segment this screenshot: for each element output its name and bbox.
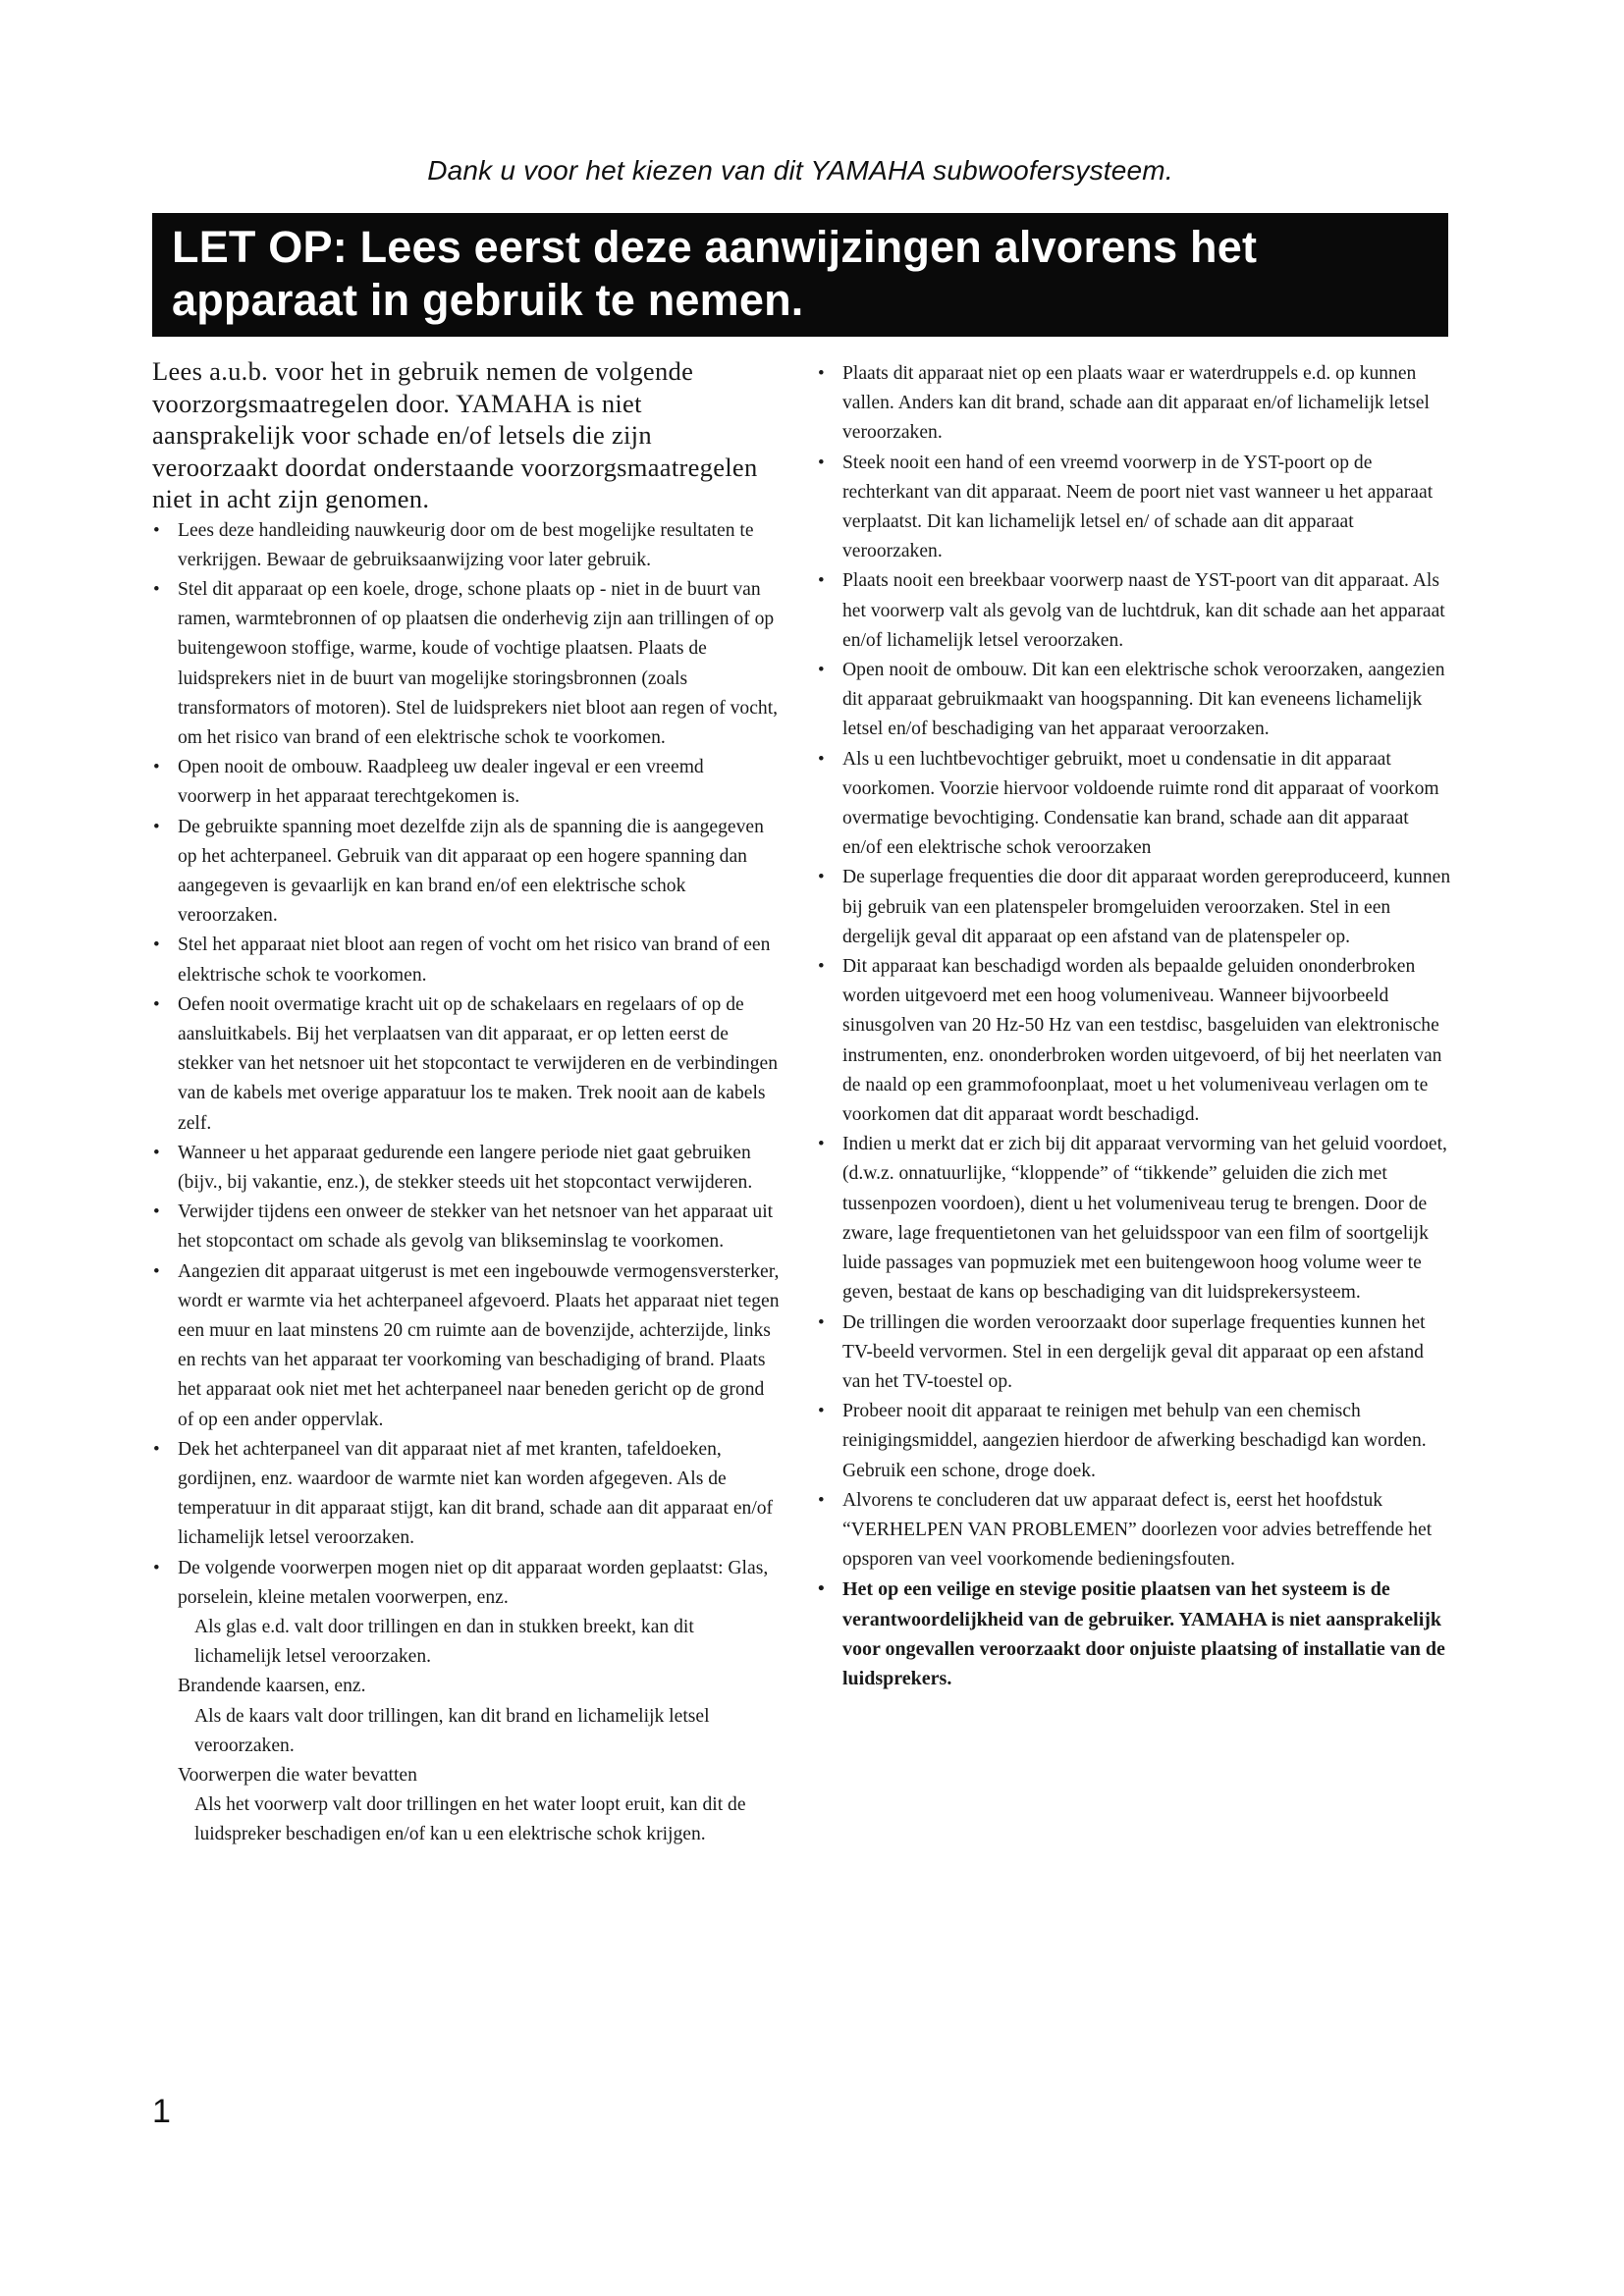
- list-item: • Probeer nooit dit apparaat te reinigen met behulp van een chemisch reinigingsmiddel, aangezien hierdoor de afwerking beschadigd kan worden. Gebruik een schone, droge doek.: [817, 1397, 1451, 1486]
- page-number: 1: [152, 2093, 171, 2130]
- list-item: • Alvorens te concluderen dat uw apparaat defect is, eerst het hoofdstuk “VERHELPEN VAN PROBLEMEN” doorlezen voor advies betreffende het opsporen van veel voorkomende bedieningsfouten.: [817, 1486, 1451, 1575]
- sub-item-candles-heading: Brandende kaarsen, enz.: [178, 1676, 366, 1697]
- list-item: • Plaats dit apparaat niet op een plaats waar er waterdruppels e.d. op kunnen vallen. Anders kan dit brand, schade aan dit apparaat en/of lichamelijk letsel veroorzaken.: [817, 359, 1451, 449]
- list-item: • Steek nooit een hand of een vreemd voorwerp in de YST-poort op de rechterkant van dit apparaat. Neem de poort niet vast wanneer u het apparaat verplaatst. Dit kan lichamelijk letsel en/ of schade aan dit apparaat veroorzaken.: [817, 449, 1451, 567]
- sub-item-candles-text: Als de kaars valt door trillingen, kan dit brand en lichamelijk letsel veroorzaken.: [194, 1705, 710, 1756]
- list-item: • Dek het achterpaneel van dit apparaat niet af met kranten, tafeldoeken, gordijnen, enz. waardoor de warmte niet kan worden afgegeven. Als de temperatuur in dit apparaat stijgt, kan dit brand, schade aan dit apparaat en/of lichamelijk letsel veroorzaken.: [152, 1435, 781, 1554]
- sub-item-water-text: Als het voorwerp valt door trillingen en het water loopt eruit, kan dit de luidspreker beschadigen en/of kan u een elektrische schok krijgen.: [194, 1794, 746, 1845]
- list-item: • Indien u merkt dat er zich bij dit apparaat vervorming van het geluid voordoet, (d.w.z. onnatuurlijke, “kloppende” of “tikkende” geluiden die zich met tussenpozen voordoen), dient u het volumeniveau terug te brengen. Door de zware, lage frequentietonen van het geluidsspoor van een film of soortgelijk luide passages van popmuziek met een buitengewoon hoog volume weer te geven, bestaat de kans op beschadiging van dit luidsprekersysteem.: [817, 1130, 1451, 1308]
- list-item: • Dit apparaat kan beschadigd worden als bepaalde geluiden ononderbroken worden uitgevoerd met een hoog volumeniveau. Wanneer bijvoorbeeld sinusgolven van 20 Hz-50 Hz van een testdisc, basgeluiden van elektronische instrumenten, enz. ononderbroken worden uitgevoerd, of bij het neerlaten van de naald op een grammofoonplaat, moet u het volumeniveau verlagen om te voorkomen dat dit apparaat wordt beschadigd.: [817, 952, 1451, 1130]
- intro-paragraph: Lees a.u.b. voor het in gebruik nemen de volgende voorzorgsmaatregelen door. YAMAHA is niet aansprakelijk voor schade en/of letsels die zijn veroorzaakt doordat onderstaande voorzorgsmaatregelen niet in acht zijn genomen.: [152, 356, 758, 513]
- right-column: [817, 359, 1451, 1693]
- list-item: • De gebruikte spanning moet dezelfde zijn als de spanning die is aangegeven op het achterpaneel. Gebruik van dit apparaat op een hogere spanning dan aangegeven is gevaarlijk en kan brand en/of een elektrische schok veroorzaken.: [152, 813, 781, 932]
- list-item: • Oefen nooit overmatige kracht uit op de schakelaars en regelaars of op de aansluitkabels. Bij het verplaatsen van dit apparaat, er op letten eerst de stekker van het netsnoer uit het stopcontact te verwijderen en de verbindingen van de kabels met overige apparatuur los te maken. Trek nooit aan de kabels zelf.: [152, 990, 781, 1139]
- banner-title-line2: apparaat in gebruik te nemen.: [172, 275, 804, 325]
- list-item: • Aangezien dit apparaat uitgerust is met een ingebouwde vermogensversterker, wordt er warmte via het achterpaneel afgevoerd. Plaats het apparaat niet tegen een muur en laat minstens 20 cm ruimte aan de bovenzijde, achterzijde, links en rechts van het apparaat ter voorkoming van beschadiging of brand. Plaats het apparaat ook niet met het achterpaneel naar beneden gericht op de grond of op een ander oppervlak.: [152, 1257, 781, 1435]
- list-item: • Stel dit apparaat op een koele, droge, schone plaats op - niet in de buurt van ramen, warmtebronnen of op plaatsen die onderhevig zijn aan trillingen of op buitengewoon stoffige, warme, koude of vochtige plaatsen. Plaats de luidsprekers niet in de buurt van mogelijke storingsbronnen (zoals transformators of motoren). Stel de luidsprekers niet bloot aan regen of vocht, om het risico van brand of een elektrische schok te voorkomen.: [152, 575, 781, 753]
- list-item: • Wanneer u het apparaat gedurende een langere periode niet gaat gebruiken (bijv., bij vakantie, enz.), de stekker steeds uit het stopcontact verwijderen.: [152, 1139, 781, 1198]
- left-column: [152, 355, 781, 1850]
- banner-title: [172, 221, 1431, 327]
- right-precaution-list: [817, 359, 1451, 1693]
- list-item: • Open nooit de ombouw. Raadpleeg uw dealer ingeval er een vreemd voorwerp in het apparaat terechtgekomen is.: [152, 753, 781, 812]
- thanks-line: Dank u voor het kiezen van dit YAMAHA subwoofersysteem.: [427, 155, 1173, 186]
- warning-banner: [152, 213, 1448, 337]
- left-precaution-list: [152, 516, 781, 1614]
- list-item: • Lees deze handleiding nauwkeurig door om de best mogelijke resultaten te verkrijgen. Bewaar de gebruiksaanwijzing voor later gebruik.: [152, 516, 781, 575]
- banner-title-line1: LET OP: Lees eerst deze aanwijzingen alvorens het: [172, 222, 1258, 272]
- list-item: • Als u een luchtbevochtiger gebruikt, moet u condensatie in dit apparaat voorkomen. Voorzie hiervoor voldoende ruimte rond dit apparaat of voorkom overmatige bevochtiging. Condensatie kan brand, schade aan dit apparaat en/of een elektrische schok veroorzaken: [817, 745, 1451, 864]
- list-item: • De volgende voorwerpen mogen niet op dit apparaat worden geplaatst: Glas, porselein, kleine metalen voorwerpen, enz.: [152, 1554, 781, 1613]
- list-item: • Stel het apparaat niet bloot aan regen of vocht om het risico van brand of een elektrische schok te voorkomen.: [152, 931, 781, 989]
- sub-item-water-heading: Voorwerpen die water bevatten: [178, 1765, 417, 1787]
- sub-item-glass-text: Als glas e.d. valt door trillingen en dan in stukken breekt, kan dit lichamelijk letsel veroorzaken.: [194, 1617, 694, 1668]
- list-item: • Open nooit de ombouw. Dit kan een elektrische schok veroorzaken, aangezien dit apparaat gebruikmaakt van hoogspanning. Dit kan eveneens lichamelijk letsel en/of beschadiging van het apparaat veroorzaken.: [817, 656, 1451, 745]
- list-item: • De trillingen die worden veroorzaakt door superlage frequenties kunnen het TV-beeld vervormen. Stel in een dergelijk geval dit apparaat op een afstand van het TV-toestel op.: [817, 1308, 1451, 1398]
- list-item-responsibility: • Het op een veilige en stevige positie plaatsen van het systeem is de verantwoordelijkheid van de gebruiker. YAMAHA is niet aansprakelijk voor ongevallen veroorzaakt door onjuiste plaatsing of installatie van de luidsprekers.: [817, 1575, 1451, 1693]
- list-item: • Verwijder tijdens een onweer de stekker van het netsnoer van het apparaat uit het stopcontact om schade als gevolg van blikseminslag te voorkomen.: [152, 1198, 781, 1256]
- list-item: • De superlage frequenties die door dit apparaat worden gereproduceerd, kunnen bij gebruik van een platenspeler bromgeluiden veroorzaken. Stel in een dergelijk geval dit apparaat op een afstand van de platenspeler op.: [817, 863, 1451, 952]
- list-item: • Plaats nooit een breekbaar voorwerp naast de YST-poort van dit apparaat. Als het voorwerp valt als gevolg van de luchtdruk, kan dit schade aan het apparaat en/of lichamelijk letsel veroorzaken.: [817, 566, 1451, 656]
